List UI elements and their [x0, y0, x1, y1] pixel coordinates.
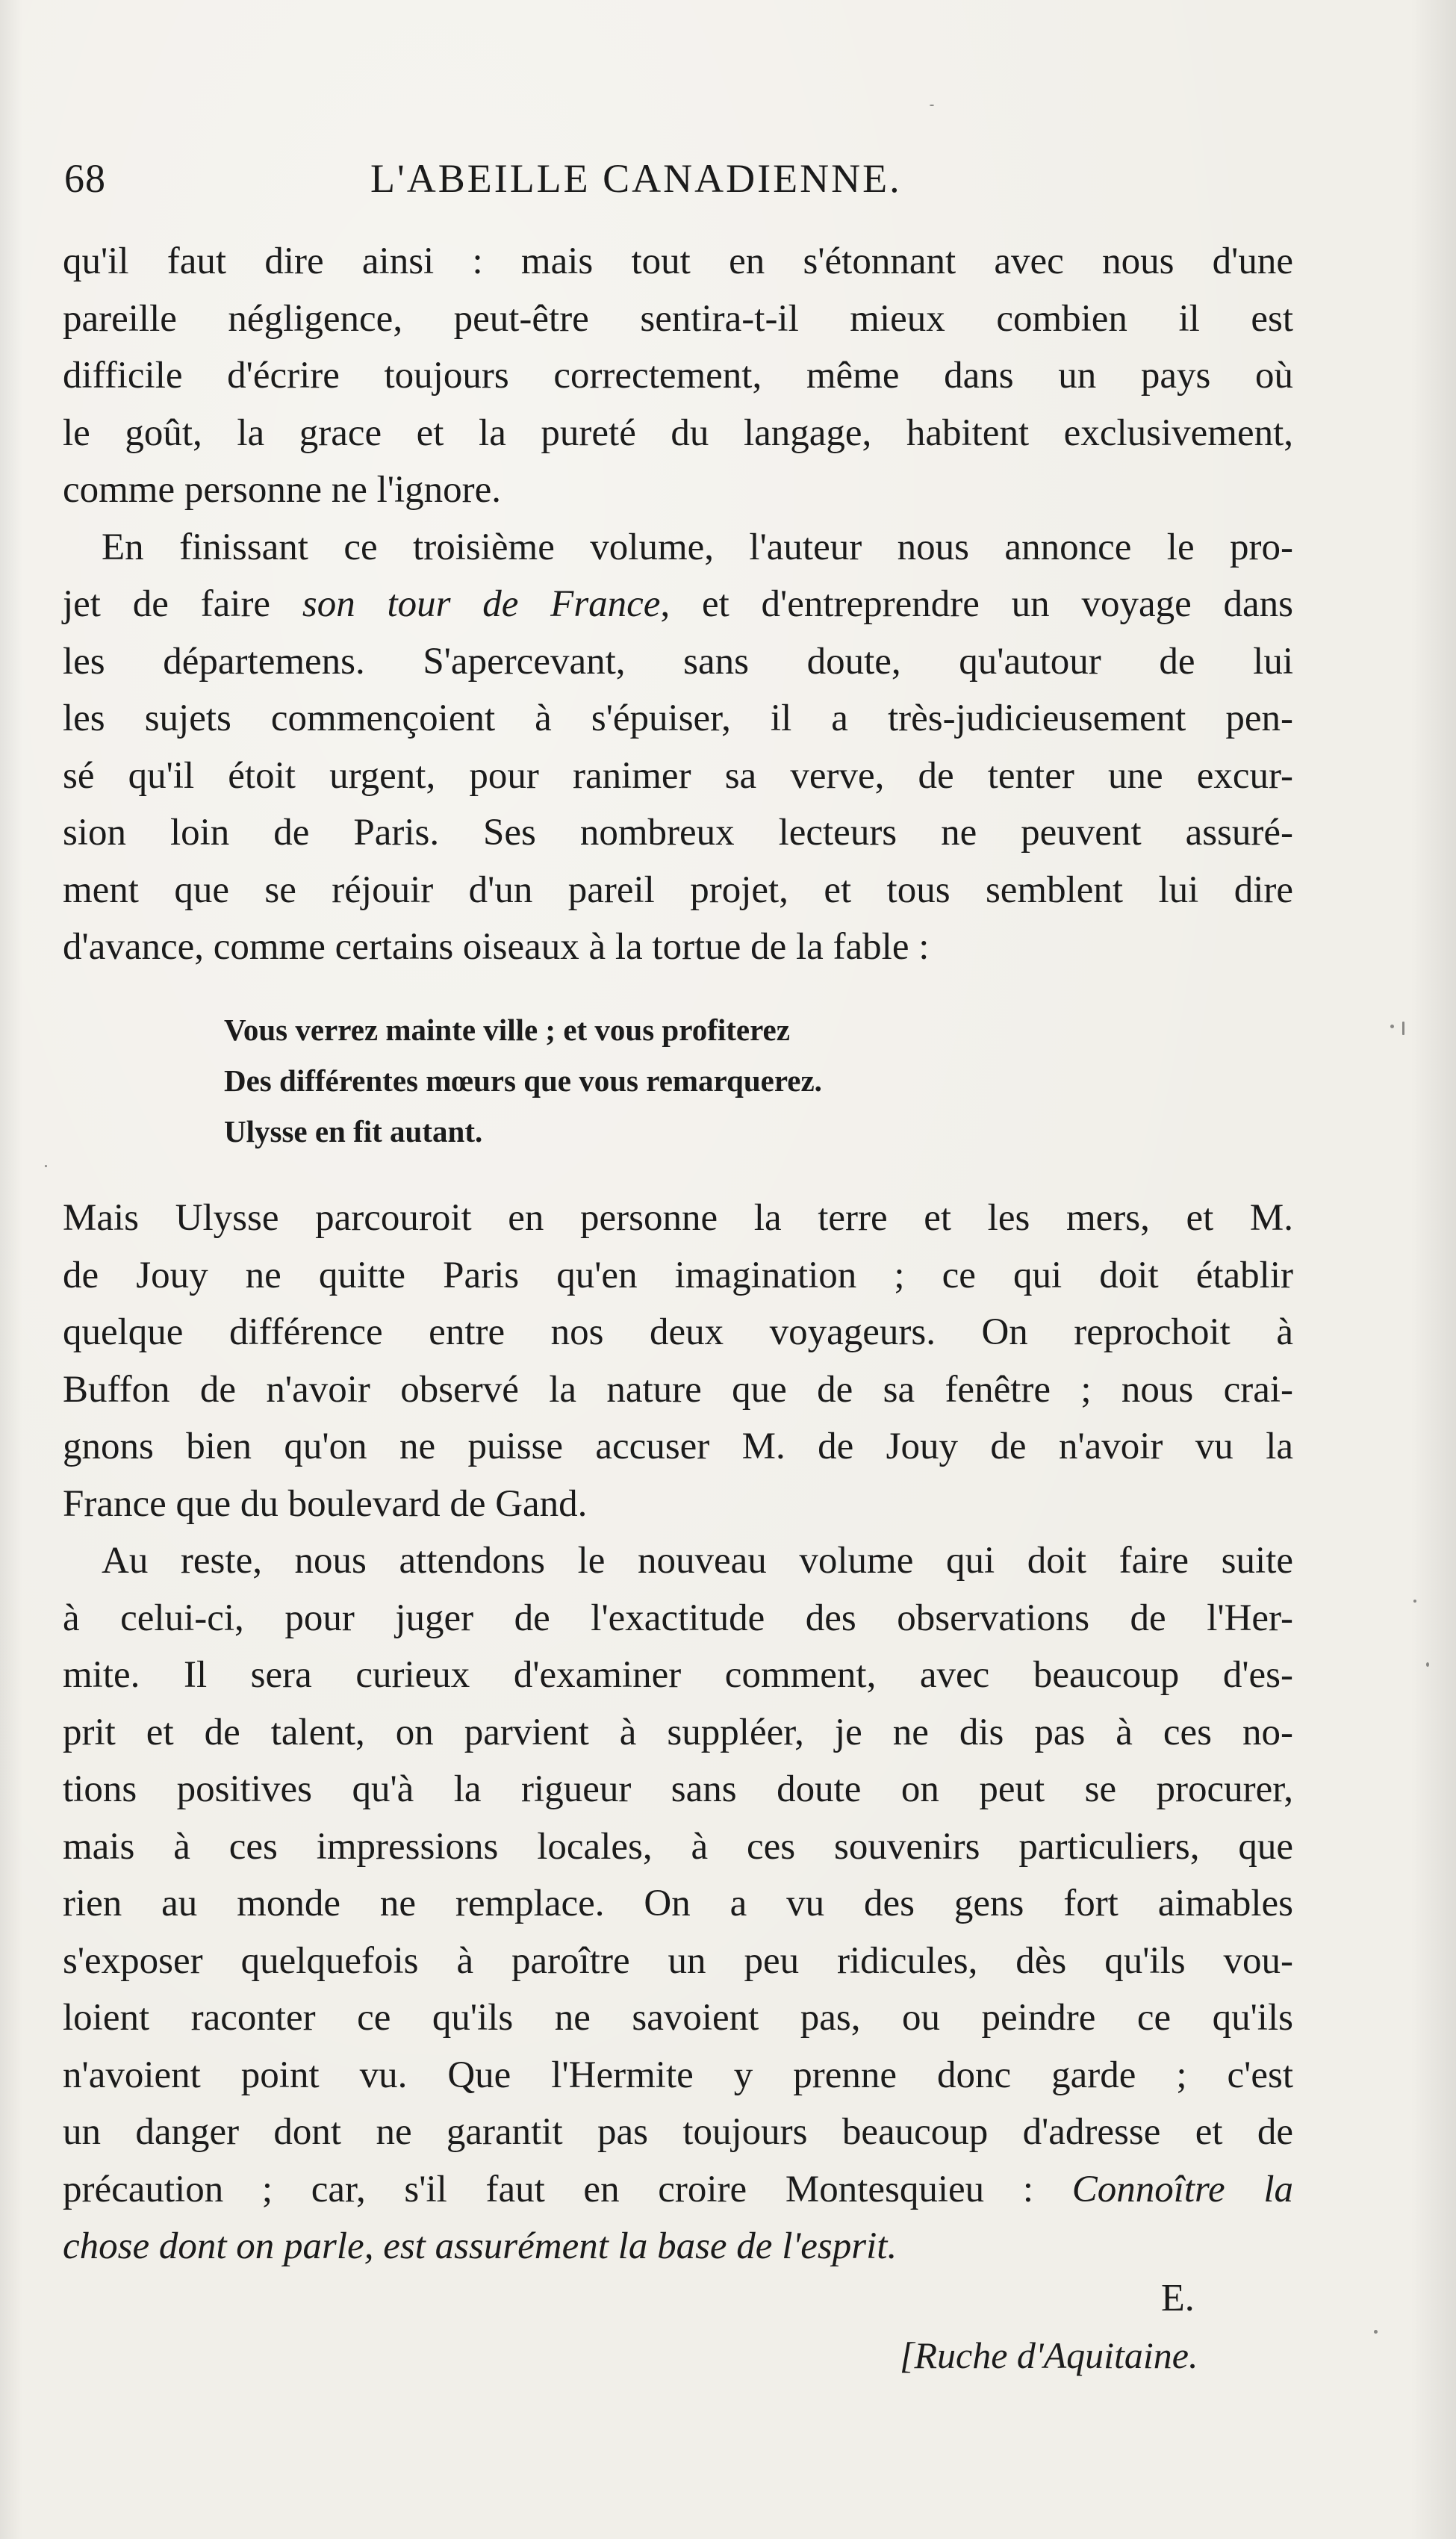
text-line: mite. Il sera curieux d'examiner comment, avec beaucoup d'es- — [63, 1654, 1293, 1696]
page-shadow-left — [0, 0, 22, 2539]
italic-quote: chose dont on parle, est assurément la base de l'esprit. — [63, 2225, 897, 2267]
text-line: sion loin de Paris. Ses nombreux lecteurs ne peuvent assuré- — [63, 812, 1293, 854]
page-shadow-right — [1411, 0, 1456, 2539]
text-line: quelque différence entre nos deux voyageurs. On reprochoit à — [63, 1311, 1293, 1353]
text-line: loient raconter ce qu'ils ne savoient pas, ou peindre ce qu'ils — [63, 1997, 1293, 2039]
text-line: mais à ces impressions locales, à ces souvenirs particuliers, que — [63, 1825, 1293, 1868]
text-line: jet de faire son tour de France, et d'entreprendre un voyage dans — [63, 583, 1293, 625]
text-line: comme personne ne l'ignore. — [63, 469, 501, 511]
text-line: s'exposer quelquefois à paroître un peu ridicules, dès qu'ils vou- — [63, 1939, 1293, 1982]
text-line: pareille négligence, peut-être sentira-t-il mieux combien il est — [63, 297, 1293, 340]
text-line: Au reste, nous attendons le nouveau volume qui doit faire suite — [102, 1540, 1293, 1582]
source-citation: [Ruche d'Aquitaine. — [900, 2334, 1198, 2376]
running-title: L'ABEILLE CANADIENNE. — [370, 156, 902, 201]
text-line: n'avoient point vu. Que l'Hermite y prenne donc garde ; c'est — [63, 2054, 1293, 2096]
text-line: tions positives qu'à la rigueur sans doute on peut se procurer, — [63, 1768, 1293, 1810]
text-line: En finissant ce troisième volume, l'auteur nous annonce le pro- — [102, 526, 1293, 568]
text-line: Buffon de n'avoir observé la nature que de sa fenêtre ; nous crai- — [63, 1368, 1293, 1411]
text-line: France que du boulevard de Gand. — [63, 1482, 588, 1525]
text-line: gnons bien qu'on ne puisse accuser M. de Jouy de n'avoir vu la — [63, 1426, 1293, 1467]
verse-line: Des différentes mœurs que vous remarquerez. — [224, 1063, 822, 1098]
text-line: précaution ; car, s'il faut en croire Montesquieu : Connoître la — [63, 2168, 1293, 2210]
body-text-bottom — [63, 1190, 1293, 2275]
page-number: 68 — [64, 156, 106, 201]
text-line — [63, 2218, 1293, 2275]
verse-line: Ulysse en fit autant. — [224, 1114, 483, 1149]
verse-quote — [224, 1004, 1045, 1157]
text-line: rien au monde ne remplace. On a vu des gens fort aimables — [63, 1883, 1293, 1924]
text-line: les départemens. S'apercevant, sans doute, qu'autour de lui — [63, 640, 1293, 683]
text-line: de Jouy ne quitte Paris qu'en imagination ; ce qui doit établir — [63, 1254, 1293, 1296]
text-line: prit et de talent, on parvient à suppléer, je ne dis pas à ces no- — [63, 1711, 1293, 1753]
italic-quote: Connoître la — [1071, 2168, 1293, 2210]
text-line: un danger dont ne garantit pas toujours beaucoup d'adresse et de — [63, 2111, 1293, 2153]
text-line: sé qu'il étoit urgent, pour ranimer sa verve, de tenter une excur- — [63, 754, 1293, 797]
text-line: ment que se réjouir d'un pareil projet, et tous semblent lui dire — [63, 868, 1293, 911]
verse-line: Vous verrez mainte ville ; et vous profiterez — [224, 1013, 790, 1047]
text-line: qu'il faut dire ainsi : mais tout en s'étonnant avec nous d'une — [63, 240, 1293, 282]
text-line: difficile d'écrire toujours correctement, même dans un pays où — [63, 355, 1293, 397]
text-line: Mais Ulysse parcouroit en personne la terre et les mers, et M. — [63, 1197, 1293, 1239]
italic-title: son tour de France — [302, 583, 661, 625]
text-line: le goût, la grace et la pureté du langage, habitent exclusivement, — [63, 411, 1293, 454]
body-text-top — [63, 233, 1293, 976]
text-line: d'avance, comme certains oiseaux à la tortue de la fable : — [63, 926, 930, 968]
author-signature: E. — [1161, 2277, 1195, 2319]
text-line: les sujets commençoient à s'épuiser, il a très-judicieusement pen- — [63, 697, 1293, 739]
page-header — [64, 155, 1304, 208]
text-line: à celui-ci, pour juger de l'exactitude des observations de l'Her- — [63, 1597, 1293, 1639]
